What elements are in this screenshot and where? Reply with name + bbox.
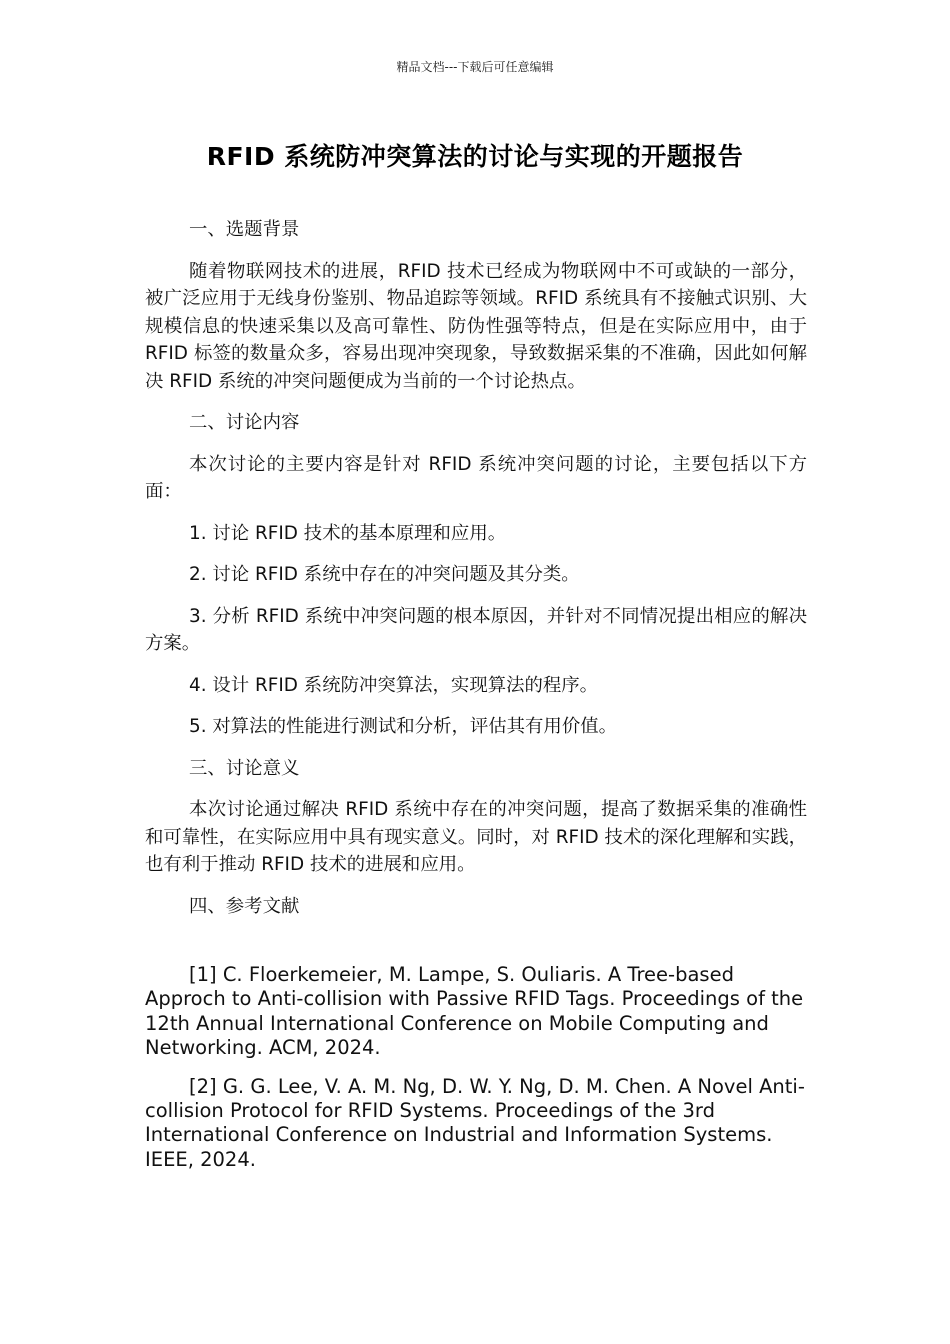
list-item: 2. 讨论 RFID 系统中存在的冲突问题及其分类。 [189, 564, 580, 585]
list-item: 1. 讨论 RFID 技术的基本原理和应用。 [189, 522, 507, 544]
document-body [145, 216, 807, 934]
reference-item: [1] C. Floerkemeier, M. Lampe, S. Ouliaris. A Tree-based Approch to Anti-collision with Passive RFID Tags. Proceedings of the 12th Annual International Conference on Mobile Computing and Networking. ACM, 2024. [145, 963, 804, 1060]
document-title: RFID 系统防冲突算法的讨论与实现的开题报告 [206, 142, 744, 171]
background-paragraph: 随着物联网技术的进展，RFID 技术已经成为物联网中不可或缺的一部分，被广泛应用于无线身份鉴别、物品追踪等领域。RFID 系统具有不接触式识别、大规模信息的快速采集以及高可靠性、防伪性强等特点，但是在实际应用中，由于 RFID 标签的数量众多，容易出现冲突现象，导致数据采集的不准确，因此如何解决 RFID 系统的冲突问题便成为当前的一个讨论热点。 [145, 260, 807, 392]
reference-item: [2] G. G. Lee, V. A. M. Ng, D. W. Y. Ng, D. M. Chen. A Novel Anti-collision Protocol for RFID Systems. Proceedings of the 3rd International Conference on Industrial and Information Systems. IEEE, 2024. [145, 1074, 805, 1171]
list-item: 4. 设计 RFID 系统防冲突算法，实现算法的程序。 [189, 674, 599, 696]
significance-paragraph: 本次讨论通过解决 RFID 系统中存在的冲突问题，提高了数据采集的准确性和可靠性，在实际应用中具有现实意义。同时，对 RFID 技术的深化理解和实践，也有利于推动 RFID 技术的进展和应用。 [145, 799, 807, 875]
section-heading-references: 四、参考文献 [189, 895, 300, 917]
section-heading-content: 二、讨论内容 [189, 412, 300, 433]
list-item: 3. 分析 RFID 系统中冲突问题的根本原因，并针对不同情况提出相应的解决方案。 [145, 605, 807, 654]
list-item: 5. 对算法的性能进行测试和分析，评估其有用价值。 [189, 716, 617, 737]
section-heading-background: 一、选题背景 [189, 219, 300, 240]
reference-list [145, 963, 807, 1186]
section-heading-significance: 三、讨论意义 [189, 757, 300, 779]
content-intro-paragraph: 本次讨论的主要内容是针对 RFID 系统冲突问题的讨论，主要包括以下方面： [145, 453, 807, 502]
page-header-note: 精品文档---下载后可任意编辑 [396, 60, 554, 74]
